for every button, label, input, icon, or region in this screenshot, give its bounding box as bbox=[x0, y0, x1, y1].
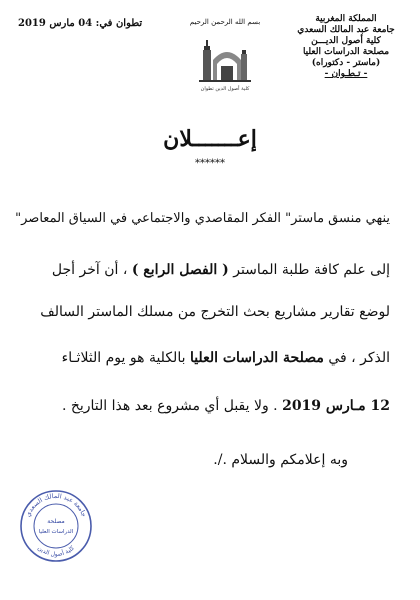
body-text: الذكر ، في bbox=[323, 350, 390, 366]
logo-caption: كلية أصول الدين تطوان bbox=[200, 86, 250, 92]
announcement-title: إعـــــــلان bbox=[163, 126, 257, 152]
title-ornament: ****** bbox=[195, 158, 225, 169]
document-date: تطوان في: 04 مارس 2019 bbox=[18, 18, 143, 29]
office-highlight: مصلحة الدراسات العليا bbox=[189, 350, 324, 366]
institution-city: - تـطـوان - bbox=[324, 69, 368, 79]
closing-line: وبه إعلامكم والسلام ./. bbox=[213, 452, 348, 468]
body-line-3: لوضع تقارير مشاريع بحث التخرج من مسلك الماستر السالف bbox=[40, 304, 390, 320]
faculty-logo bbox=[197, 32, 253, 84]
stamp-inner-line-1: مصلحة bbox=[47, 518, 65, 525]
stamp-inner-line-2: الدراسات العليا bbox=[38, 529, 74, 535]
institution-line: المملكة المغربية bbox=[315, 14, 377, 24]
institution-line: جامعة عبد المالك السعدي bbox=[297, 25, 395, 35]
institution-line: كلية أصول الديـــن bbox=[311, 36, 381, 46]
institution-line: مصلحة الدراسات العليا bbox=[302, 47, 390, 57]
deadline-date: 12 مـارس 2019 bbox=[282, 398, 390, 414]
body-line-1: ينهي منسق ماستر" الفكر المقاصدي والاجتماعي في السياق المعاصر" bbox=[15, 211, 390, 226]
body-line-2 bbox=[24, 262, 390, 279]
semester-highlight: ( الفصل الرابع ) bbox=[131, 262, 229, 278]
body-line-5 bbox=[24, 398, 390, 415]
basmala: بسم الله الرحمن الرحيم bbox=[189, 18, 261, 26]
body-text: . ولا يقبل أي مشروع بعد هذا التاريخ . bbox=[61, 398, 283, 414]
body-text: إلى علم كافة طلبة الماستر bbox=[228, 262, 390, 278]
official-stamp bbox=[18, 488, 94, 564]
body-text: بالكلية هو يوم الثلاثـاء bbox=[61, 350, 190, 366]
stamp-outer-text: جامعة عبد المالك السعدي bbox=[23, 491, 89, 518]
svg-text:كلية أصول الدين bbox=[36, 545, 76, 559]
stamp-bottom-text: كلية أصول الدين bbox=[36, 544, 76, 559]
institution-line: (ماستر - دكتوراه) bbox=[311, 58, 381, 68]
body-line-4 bbox=[24, 350, 390, 367]
svg-text:جامعة عبد المالك السعدي bbox=[24, 492, 88, 518]
institution-header bbox=[290, 14, 402, 80]
body-text: ، أن آخر أجل bbox=[51, 262, 132, 278]
